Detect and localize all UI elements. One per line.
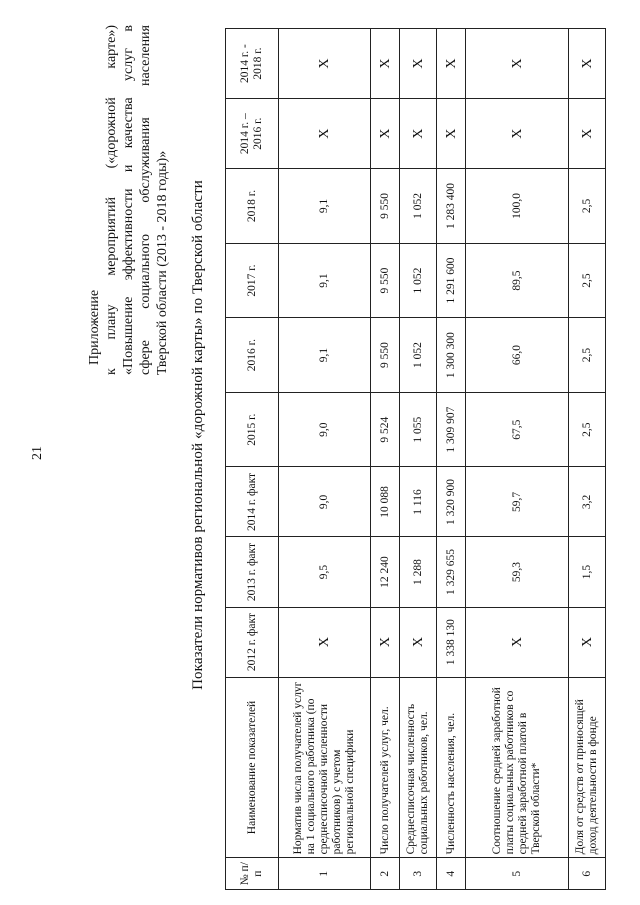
value-cell: 1 116 xyxy=(400,467,437,537)
value-cell: Х xyxy=(437,99,466,169)
indicator-name: Доля от средств от приносящей доход деятельности в фонде xyxy=(569,677,606,858)
value-cell: 1 300 300 xyxy=(437,318,466,393)
value-cell: Х xyxy=(466,29,569,99)
appendix-line: «Повышение эффективности и качества услуг в xyxy=(121,25,136,375)
row-number: 4 xyxy=(437,858,466,890)
value-cell: 59,7 xyxy=(466,467,569,537)
value-cell: 66,0 xyxy=(466,318,569,393)
value-cell: 9 550 xyxy=(371,169,400,244)
value-cell: 2,5 xyxy=(569,318,606,393)
value-cell: 2,5 xyxy=(569,169,606,244)
header-cell: 2018 г. xyxy=(226,169,279,244)
value-cell: 9,0 xyxy=(279,467,371,537)
value-cell: Х xyxy=(279,607,371,677)
value-cell: 1 291 600 xyxy=(437,243,466,318)
value-cell: 59,3 xyxy=(466,537,569,607)
indicator-name: Численность населения, чел. xyxy=(437,677,466,858)
value-cell: Х xyxy=(400,99,437,169)
value-cell: 1 283 400 xyxy=(437,169,466,244)
value-cell: Х xyxy=(569,29,606,99)
indicator-name: Среднесписочная численность социальных работников, чел. xyxy=(400,677,437,858)
value-cell: 1 329 655 xyxy=(437,537,466,607)
value-cell: 12 240 xyxy=(371,537,400,607)
value-cell: 9 524 xyxy=(371,392,400,467)
value-cell: Х xyxy=(371,607,400,677)
header-cell: 2014 г. факт xyxy=(226,467,279,537)
value-cell: 9 550 xyxy=(371,318,400,393)
page-number: 21 xyxy=(30,446,45,460)
indicator-name: Соотношение средней заработной платы социальных работников со средней заработной платой в Тверской области* xyxy=(466,677,569,858)
header-cell: 2017 г. xyxy=(226,243,279,318)
row-number: 6 xyxy=(569,858,606,890)
value-cell: Х xyxy=(279,29,371,99)
value-cell: Х xyxy=(466,607,569,677)
value-cell: 1,5 xyxy=(569,537,606,607)
value-cell: 3,2 xyxy=(569,467,606,537)
value-cell: Х xyxy=(569,607,606,677)
value-cell: 9,0 xyxy=(279,392,371,467)
value-cell: 9,1 xyxy=(279,169,371,244)
appendix-line: к плану мероприятий («дорожной карте») xyxy=(104,25,119,375)
appendix-heading: Приложение xyxy=(87,289,102,365)
appendix-line: сфере социального обслуживания населения xyxy=(138,25,153,375)
header-cell: 2016 г. xyxy=(226,318,279,393)
value-cell: 1 338 130 xyxy=(437,607,466,677)
header-cell: 2012 г. факт xyxy=(226,607,279,677)
value-cell: 89,5 xyxy=(466,243,569,318)
table-row xyxy=(371,29,400,890)
header-cell: Наименование показателей xyxy=(226,677,279,858)
value-cell: 9,1 xyxy=(279,243,371,318)
value-cell: 10 088 xyxy=(371,467,400,537)
table-row xyxy=(437,29,466,890)
row-number: 3 xyxy=(400,858,437,890)
value-cell: Х xyxy=(279,99,371,169)
table-row xyxy=(400,29,437,890)
indicator-name: Число получателей услуг, чел. xyxy=(371,677,400,858)
value-cell: 1 309 907 xyxy=(437,392,466,467)
value-cell: Х xyxy=(400,29,437,99)
header-cell: № п/п xyxy=(226,858,279,890)
value-cell: 1 052 xyxy=(400,169,437,244)
value-cell: 9,5 xyxy=(279,537,371,607)
header-cell: 2014 г. – 2016 г. xyxy=(226,99,279,169)
appendix-block xyxy=(86,25,171,375)
value-cell: Х xyxy=(400,607,437,677)
row-number: 2 xyxy=(371,858,400,890)
value-cell: 1 052 xyxy=(400,318,437,393)
row-number: 1 xyxy=(279,858,371,890)
value-cell: Х xyxy=(569,99,606,169)
value-cell: 1 320 900 xyxy=(437,467,466,537)
header-cell: 2014 г. - 2018 г. xyxy=(226,29,279,99)
value-cell: Х xyxy=(371,99,400,169)
header-cell: 2013 г. факт xyxy=(226,537,279,607)
table-row xyxy=(569,29,606,890)
value-cell: Х xyxy=(371,29,400,99)
value-cell: 1 288 xyxy=(400,537,437,607)
table-header-row xyxy=(226,29,279,890)
value-cell: 2,5 xyxy=(569,243,606,318)
value-cell: 1 052 xyxy=(400,243,437,318)
value-cell: 67,5 xyxy=(466,392,569,467)
header-cell: 2015 г. xyxy=(226,392,279,467)
value-cell: 9,1 xyxy=(279,318,371,393)
value-cell: Х xyxy=(466,99,569,169)
table-row xyxy=(466,29,569,890)
value-cell: 9 550 xyxy=(371,243,400,318)
value-cell: 2,5 xyxy=(569,392,606,467)
value-cell: 100,0 xyxy=(466,169,569,244)
appendix-line: Тверской области (2013 - 2018 годы)» xyxy=(155,150,170,375)
indicator-name: Норматив числа получателей услуг на 1 социального работника (по среднесписочной численности работников) с учетом региональной специфики xyxy=(279,677,371,858)
table-row xyxy=(279,29,371,890)
value-cell: Х xyxy=(437,29,466,99)
indicators-table xyxy=(225,28,606,890)
value-cell: 1 055 xyxy=(400,392,437,467)
row-number: 5 xyxy=(466,858,569,890)
table-title: Показатели нормативов региональной «дорожной карты» по Тверской области xyxy=(190,180,206,690)
